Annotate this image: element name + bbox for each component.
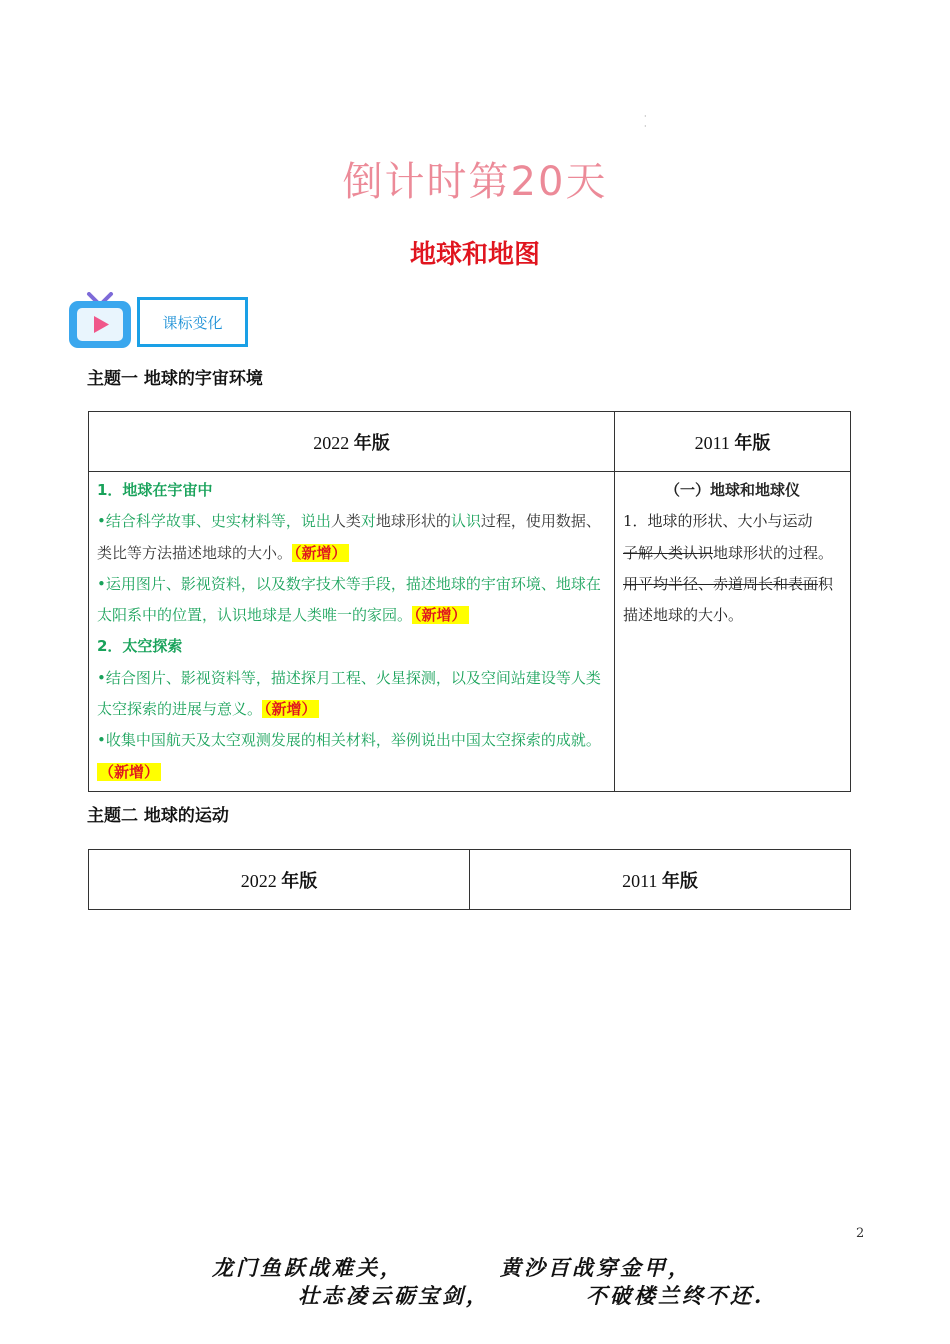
motto-line2-right: 不破楼兰终不还. <box>586 1283 765 1308</box>
theme2-col-2011: 2011 年版 <box>470 850 851 910</box>
theme2-table <box>88 849 851 910</box>
theme1-col-2022: 2022 年版 <box>89 412 615 472</box>
theme2-heading: 主题二 地球的运动 <box>87 806 229 826</box>
right-line1: 1．地球的形状、大小与运动 <box>623 512 813 531</box>
motto-line1-left: 龙门鱼跃战难关， <box>212 1255 404 1280</box>
decorative-dots: · · <box>644 112 647 131</box>
item1-title: 1．地球在宇宙中 <box>97 481 213 499</box>
right-para1: 子解人类认识地球形状的过程。 <box>623 543 834 562</box>
theme1-2011-content <box>615 472 851 792</box>
section-tag: 课标变化 <box>137 297 248 347</box>
theme1-2022-content <box>89 472 615 792</box>
new-badge: （新增） <box>294 543 347 562</box>
right-para2: 用平均半径、赤道周长和表面积描述地球的大小。 <box>623 574 834 625</box>
struck-text: 子解人类认识 <box>623 543 714 562</box>
theme2-col-2022: 2022 年版 <box>89 850 470 910</box>
page-subtitle: 地球和地图 <box>409 240 540 270</box>
tv-icon <box>67 292 133 350</box>
new-badge: （新增） <box>264 700 317 719</box>
right-title: （一）地球和地球仪 <box>664 481 800 499</box>
bullet-2: •运用图片、影视资料，以及数字技术等手段，描述地球的宇宙环境、地球在太阳系中的位置，认识地球是人类唯一的家园。 （新增） <box>97 574 601 625</box>
new-badge: （新增） <box>414 606 467 625</box>
page-number: 2 <box>856 1226 865 1241</box>
struck-text: 用平均半径、赤道周长和表面 <box>623 574 819 593</box>
bullet-4: •收集中国航天及太空观测发展的相关材料，举例说出中国太空探索的成就。（新增） <box>97 731 601 781</box>
theme1-heading: 主题一 地球的宇宙环境 <box>87 369 263 389</box>
theme1-col-2011: 2011 年版 <box>615 412 851 472</box>
theme1-table <box>88 411 851 792</box>
item2-title: 2．太空探索 <box>97 637 183 656</box>
bullet-3: •结合图片、影视资料等，描述探月工程、火星探测，以及空间站建设等人类太空探索的进展与意义。 （新增） <box>97 668 601 719</box>
bullet-1: •结合科学故事、史实材料等，说出人类对地球形状的认识过程，使用数据、类比等方法描述地球的大小。 （新增） <box>97 512 601 562</box>
new-badge: （新增） <box>99 762 160 781</box>
countdown-title: 倒计时第20天 <box>342 159 608 205</box>
motto-line2-left: 壮志凌云砺宝剑， <box>298 1283 490 1308</box>
motto-line1-right: 黄沙百战穿金甲， <box>500 1255 692 1280</box>
